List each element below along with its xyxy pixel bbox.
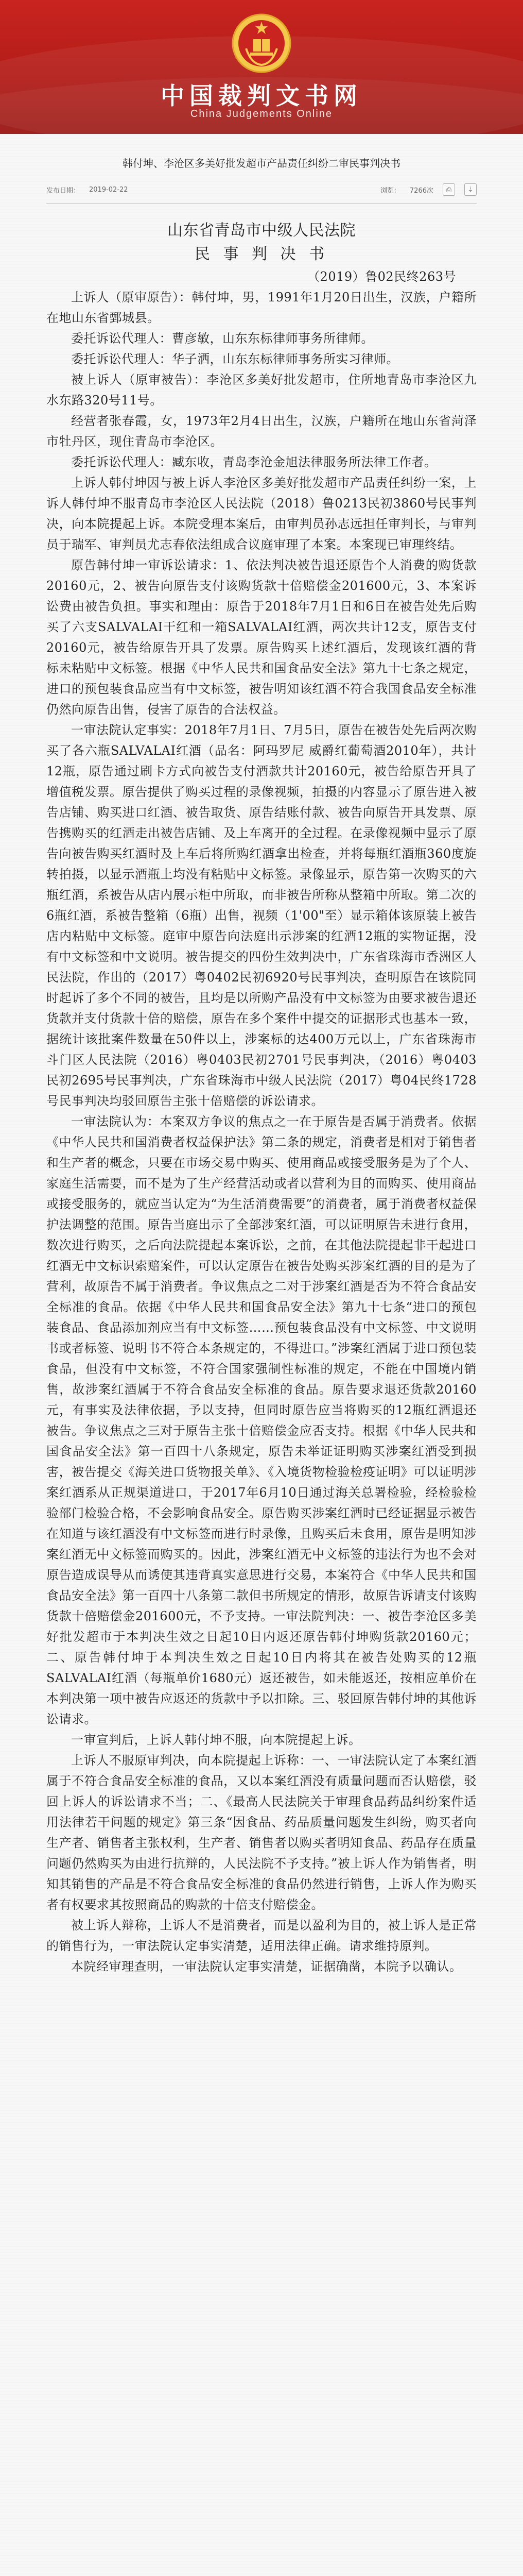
paragraph: 委托诉讼代理人：华子洒，山东东标律师事务所实习律师。 [71,352,399,366]
court-name: 山东省青岛市中级人民法院 [167,222,356,240]
document-paper [0,134,523,2576]
case-number: （2019）鲁02民终263号 [307,269,456,284]
paragraph: 委托诉讼代理人：曹彦敏，山东东标律师事务所律师。 [71,331,374,346]
publish-label: 发布日期： [46,187,80,195]
paragraph: 被上诉人辩称，上诉人不是消费者，而是以盈利为目的，被上诉人是正常的销售行为，一审法院认定事实清楚，适用法律正确。请求维持原判。 [46,1918,477,1953]
paragraph: 原告韩付坤一审诉讼请求：1、依法判决被告退还原告个人消费的购货款20160元，2、被告向原告支付该购货款十倍赔偿金201600元，3、本案诉讼费由被告负担。事实和理由：原告于2018年7月1日和6日在被告处先后购买了六支SALVALAI干红和一箱SALVALAI红酒，两次共计12支，原告支付20160元，被告给原告开具了发票。原告购买上述红酒后，发现该红酒的背标未粘贴中文标签。根据《中华人民共和国食品安全法》第九十七条之规定，进口的预包装食品应当有中文标签，被告明知该红酒不符合我国食品安全标准仍然向原告出售，侵害了原告的合法权益。 [46,558,477,717]
paragraph: 一审法院认定事实：2018年7月1日、7月5日，原告在被告处先后两次购买了各六瓶SALVALAI红酒（品名：阿玛罗尼 威爵红葡萄酒2010年），共计12瓶，原告通过刷卡方式向被告支付酒款共计20160元，被告给原告开具了增值税发票。原告提供了购买过程的录像视频，拍摄的内容显示了原告进入被告店铺、购买进口红酒、被告取货、原告结账付款、被告向原告开具发票、原告携购买的红酒走出被告店铺、及上车离开的全过程。在录像视频中显示了原告向被告购买红酒时及上车后将所购红酒拿出检查，并将每瓶红酒瓶360度旋转拍摄，以显示酒瓶上均没有粘贴中文标签。录像显示，原告第一次购买的六瓶红酒，系被告从店内展示柜中所取，而非被告所称从整箱中所取。第二次的6瓶红酒，系被告整箱（6瓶）出售，视频（1'00"至）显示箱体该原装上被告店内粘贴中文标签。庭审中原告向法庭出示涉案的红酒12瓶的实物证据，没有中文标签和中文说明。被告提交的四份生效判决中，广东省珠海市香洲区人民法院，作出的（2017）粤0402民初6920号民事判决，查明原告在该院同时起诉了多个不同的被告，且均是以所购产品没有中文标签为由要求被告退还货款并支付货款十倍的赔偿，原告在多个案件中提交的证据形式也基本一致，据统计该批案件数量在50件以上，涉案标的达400万元以上，广东省珠海市斗门区人民法院（2016）粤0403民初2701号民事判决，（2016）粤0403民初2695号民事判决，广东省珠海市中级人民法院（2017）粤04民终1728号民事判决均驳回原告主张十倍赔偿的诉讼请求。 [46,723,477,1108]
divider [46,203,477,204]
views-label: 浏览： [380,187,400,195]
paragraph: 上诉人不服原审判决，向本院提起上诉称：一、一审法院认定了本案红酒属于不符合食品安全标准的食品，又以本案红酒没有质量问题而否认赔偿，驳回上诉人的诉讼请求不当；二、《最高人民法院关于审理食品药品纠纷案件适用法律若干问题的规定》第三条“因食品、药品质量问题发生纠纷，购买者向生产者、销售者主张权利，生产者、销售者以购买者明知食品、药品存在质量问题仍然购买为由进行抗辩的，人民法院不予支持。”被上诉人作为销售者，明知其销售的产品是不符合食品安全标准的食品仍然进行销售，上诉人作为购买者有权要求其按照商品的购款的十倍支付赔偿金。 [46,1753,477,1912]
site-banner [0,0,523,134]
paragraph: 上诉人（原审原告）：韩付坤，男，1991年1月20日出生，汉族，户籍所在地山东省鄄城县。 [46,290,477,325]
paragraph: 经营者张春霞，女，1973年2月4日出生，汉族，户籍所在地山东省菏泽市牡丹区，现住青岛市李沧区。 [46,414,477,449]
document-type: 民 事 判 决 书 [194,245,329,263]
paragraph: 委托诉讼代理人：臧东收，青岛李沧金旭法律服务所法律工作者。 [71,455,437,469]
site-subtitle: China Judgements Online [190,108,333,120]
download-icon[interactable]: ⇣ [464,183,477,196]
site-title: 中国裁判文书网 [161,82,362,110]
case-title: 韩付坤、李沧区多美好批发超市产品责任纠纷二审民事判决书 [123,157,400,170]
judgement-body [46,219,477,1977]
paragraph: 本院经审理查明，一审法院认定事实清楚，证据确凿，本院予以确认。 [71,1959,462,1974]
paragraph: 上诉人韩付坤因与被上诉人李沧区多美好批发超市产品责任纠纷一案，上诉人韩付坤不服青岛市李沧区人民法院（2018）鲁0213民初3860号民事判决，向本院提起上诉。本院受理本案后，由审判员孙志远担任审判长，与审判员于瑞军、审判员尤志春依法组成合议庭审理了本案。本案现已审理终结。 [46,476,477,552]
publish-date: 2019-02-22 [89,185,128,194]
paragraph: 一审宣判后，上诉人韩付坤不服，向本院提起上诉。 [71,1733,361,1747]
court-emblem-icon [231,12,292,74]
print-icon[interactable]: ⎙ [443,183,455,196]
views-count: 7266次 [409,187,433,195]
paragraph: 被上诉人（原审被告）：李沧区多美好批发超市，住所地青岛市李沧区九水东路320号11号。 [46,372,477,408]
meta-bar [46,183,477,196]
paragraph: 一审法院认为：本案双方争议的焦点之一在于原告是否属于消费者。依据《中华人民共和国消费者权益保护法》第二条的规定，消费者是相对于销售者和生产者的概念，只要在市场交易中购买、使用商品或接受服务是为了个人、家庭生活需要，而不是为了生产经营活动或者以营利为目的而购买、使用商品或接受服务的，就应当认定为“为生活消费需要”的消费者，属于消费者权益保护法调整的范围。原告当庭出示了全部涉案红酒，可以证明原告未进行食用，数次进行购买，之后向法院提起本案诉讼，之前，在其他法院提起非干起进口红酒无中文标识索赔案件，可以认定原告在被告处购买涉案红酒的目的是为了营利，故原告不属于消费者。争议焦点之二对于涉案红酒是否为不符合食品安全标准的食品。依据《中华人民共和国食品安全法》第九十七条“进口的预包装食品、食品添加剂应当有中文标签……预包装食品没有中文标签、中文说明书或者标签、说明书不符合本条规定的，不得进口。”涉案红酒属于进口预包装食品，但没有中文标签，不符合国家强制性标准的规定，不能在中国境内销售，故涉案红酒属于不符合食品安全标准的食品。原告要求退还货款20160元，有事实及法律依据，予以支持，但同时原告应当将购买的12瓶红酒退还被告。争议焦点之三对于原告主张十倍赔偿金应否支持。根据《中华人民共和国食品安全法》第一百四十八条规定，原告未举证证明购买涉案红酒受到损害，被告提交《海关进口货物报关单》、《入境货物检验检疫证明》可以证明涉案红酒系从正规渠道进口，于2017年6月10日通过海关总署检验，经检验检验部门检验合格，不会影响食品安全。原告购买涉案红酒时已经证据显示被告在知道与该红酒没有中文标签而进行时录像，且购买后未食用，原告是明知涉案红酒无中文标签而购买的。因此，涉案红酒无中文标签的违法行为也不会对原告造成误导从而诱使其违背真实意思进行交易，本案符合《中华人民共和国食品安全法》第一百四十八条第二款但书所规定的情形，故原告诉请支付该购货款十倍赔偿金201600元，不予支持。一审法院判决：一、被告李沧区多美好批发超市于本判决生效之日起10日内返还原告韩付坤购货款20160元；二、原告韩付坤于本判决生效之日起10日内将其在被告处购买的12瓶SALVALAI红酒（每瓶单价1680元）返还被告，如未能返还，按相应单价在本判决第一项中被告应返还的货款中予以扣除。三、驳回原告韩付坤的其他诉讼请求。 [46,1114,477,1726]
